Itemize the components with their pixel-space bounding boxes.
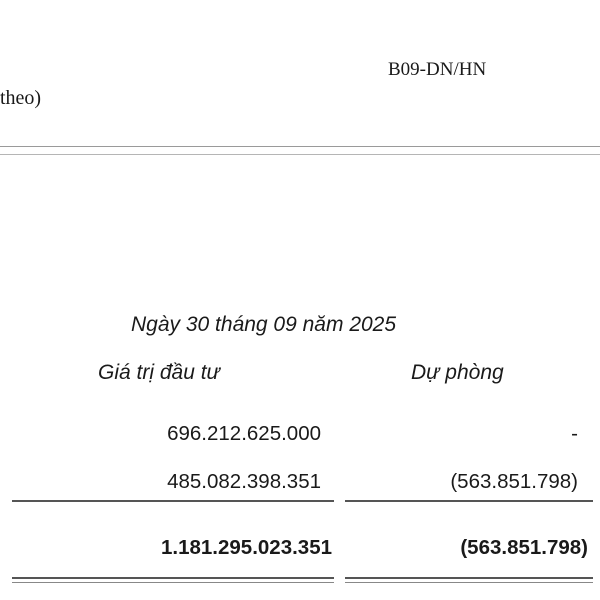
total-double-rule-investment-lower <box>12 582 334 583</box>
column-header-provision: Dự phòng <box>411 361 504 384</box>
header-divider-secondary <box>0 154 600 155</box>
total-double-rule-provision-lower <box>345 582 593 583</box>
header-divider <box>0 146 600 147</box>
total-double-rule-investment <box>12 577 334 579</box>
subtotal-rule-provision <box>345 500 593 502</box>
continued-label: theo) <box>0 87 42 109</box>
total-investment-value: 1.181.295.023.351 <box>161 536 332 559</box>
row-2-provision: (563.851.798) <box>450 470 578 493</box>
column-header-investment-value: Giá trị đầu tư <box>98 361 220 384</box>
form-code: B09-DN/HN <box>388 59 487 80</box>
period-heading: Ngày 30 tháng 09 năm 2025 <box>131 313 397 336</box>
subtotal-rule-investment <box>12 500 334 502</box>
total-provision: (563.851.798) <box>460 536 588 559</box>
row-1-provision: - <box>571 422 578 445</box>
row-2-investment-value: 485.082.398.351 <box>167 470 321 493</box>
total-double-rule-provision <box>345 577 593 579</box>
row-1-investment-value: 696.212.625.000 <box>167 422 321 445</box>
